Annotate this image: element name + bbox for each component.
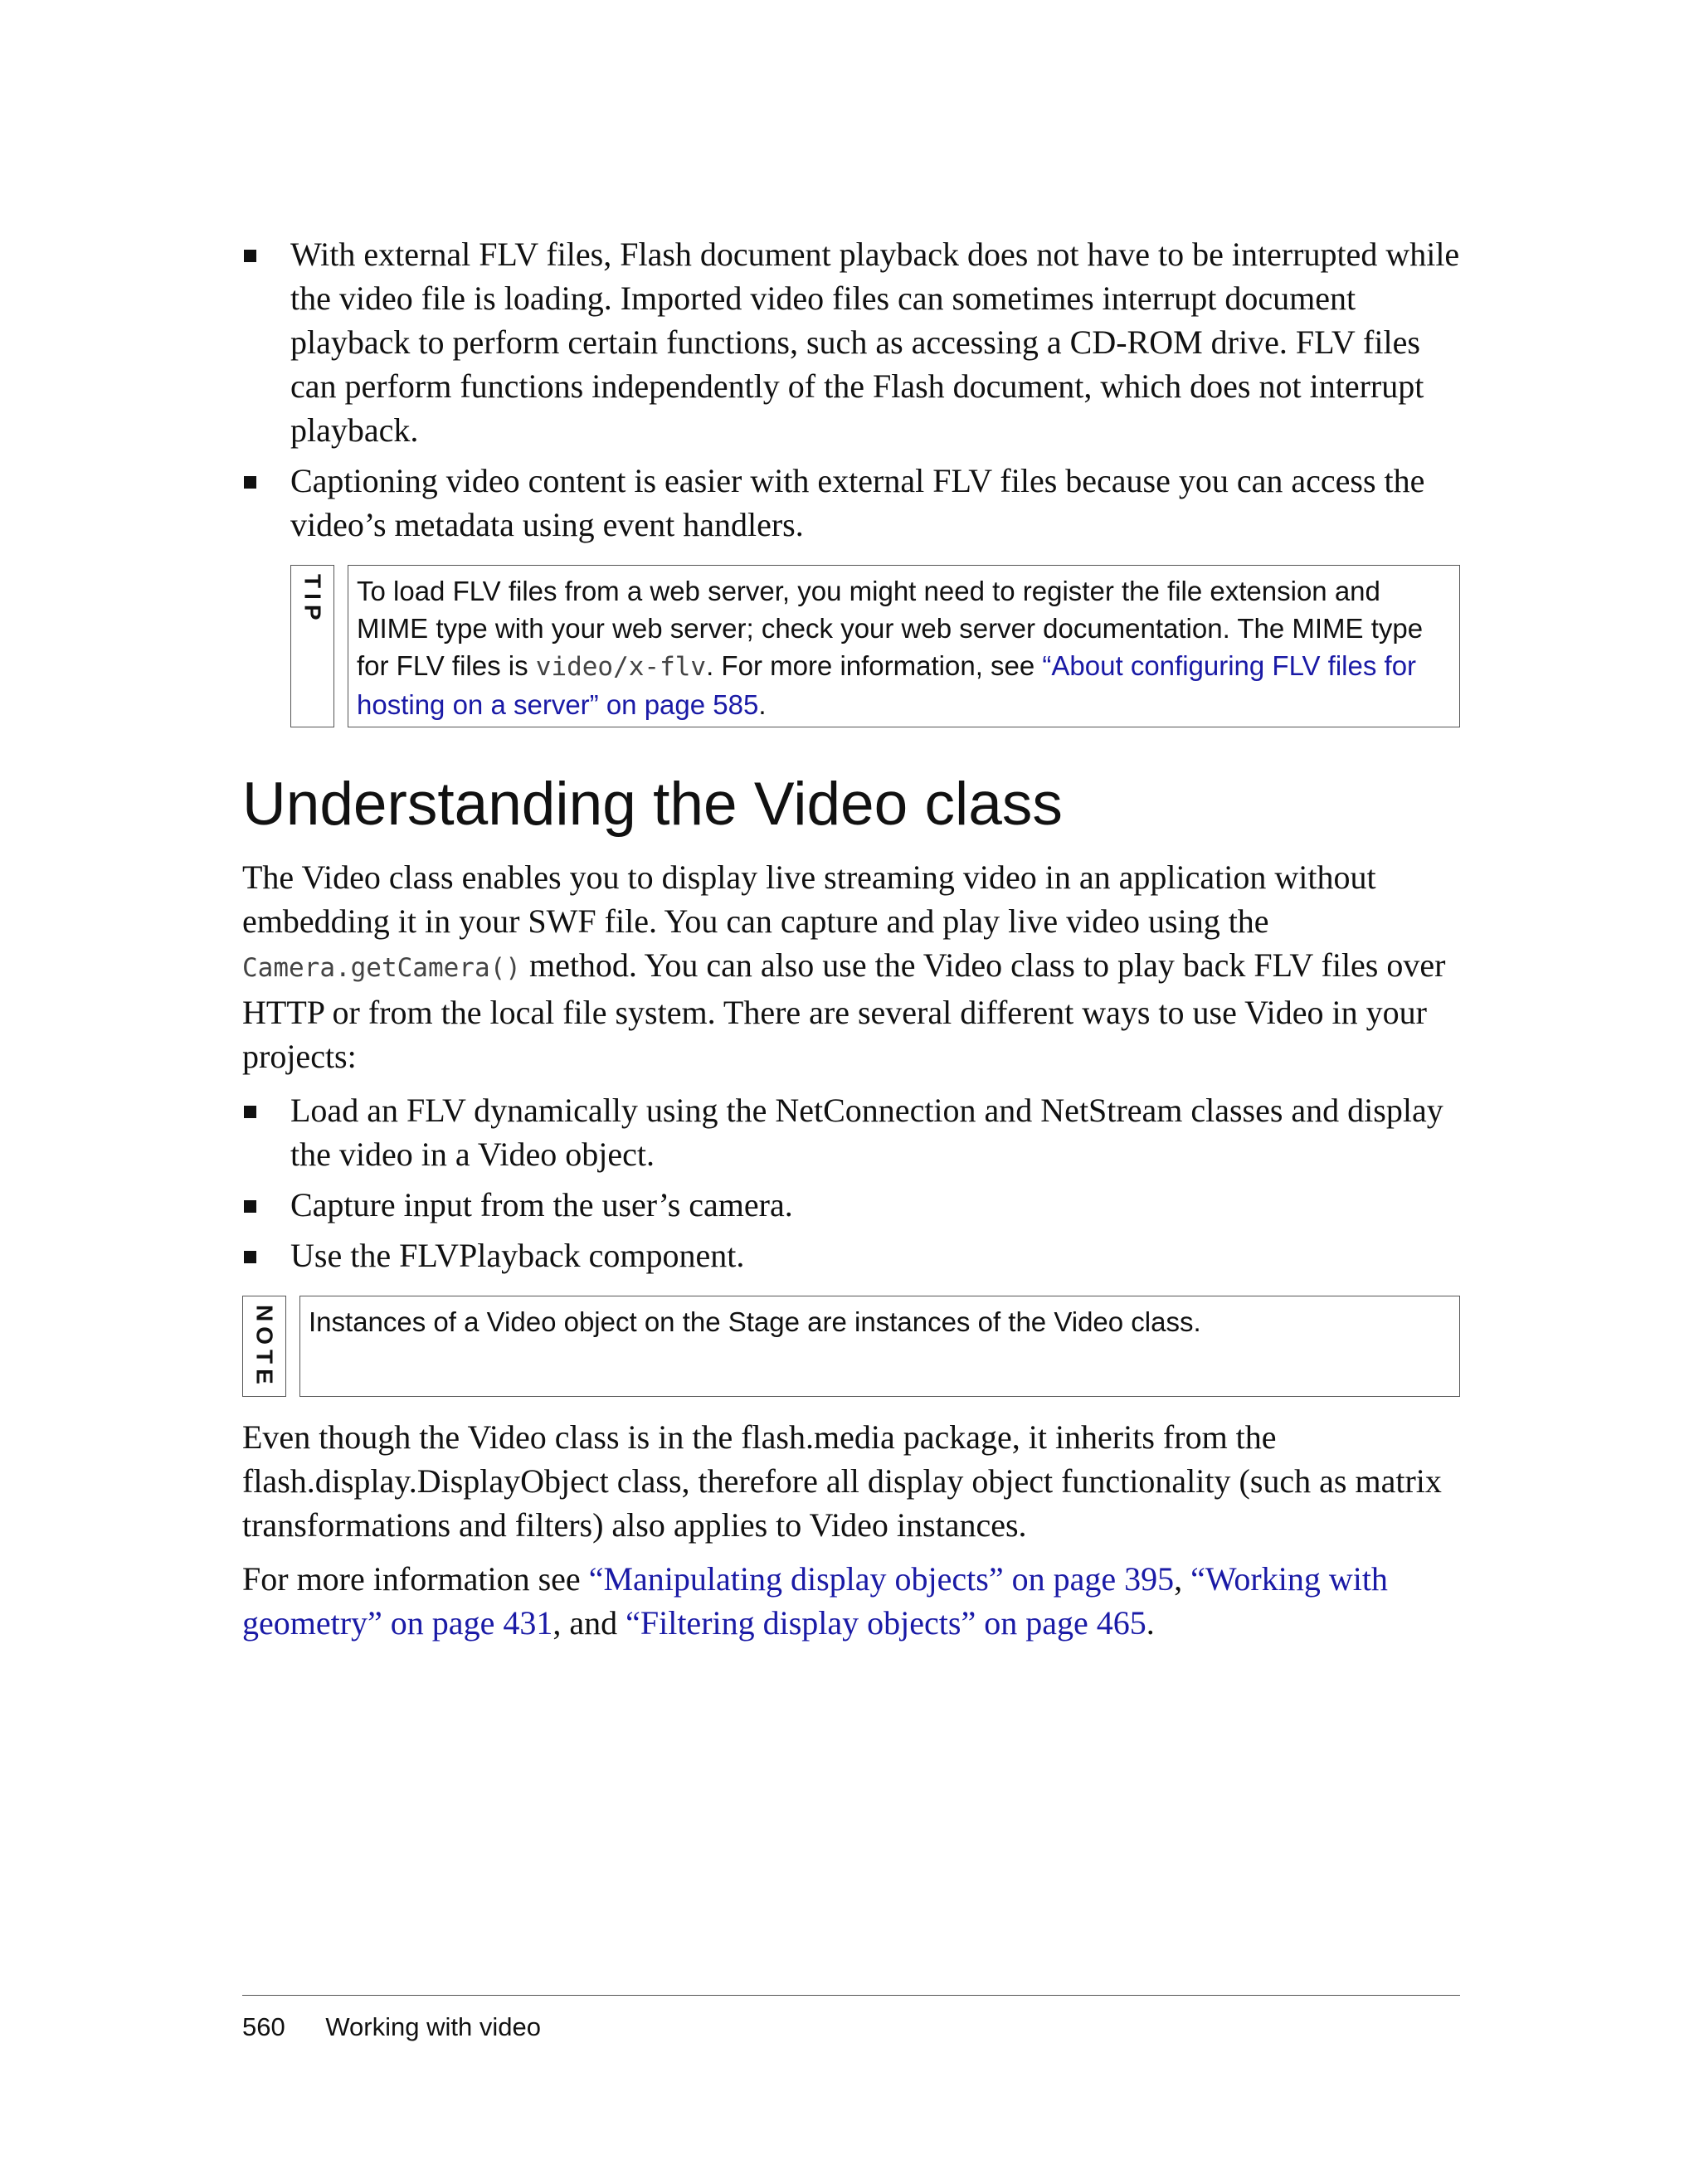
list-item — [242, 1233, 1460, 1277]
section-heading: Understanding the Video class — [242, 771, 1063, 838]
intro-code: Camera.getCamera() — [242, 953, 521, 983]
list-item-text: Use the FLVPlayback component. — [290, 1237, 745, 1274]
tip-label: TIP — [299, 574, 326, 625]
square-bullet-icon — [244, 1200, 256, 1213]
list-item — [242, 1183, 1460, 1227]
page-footer — [242, 1995, 1460, 2042]
note-tag — [242, 1296, 286, 1397]
list-item-text: Capture input from the user’s camera. — [290, 1186, 793, 1223]
square-bullet-icon — [244, 250, 256, 262]
square-bullet-icon — [244, 1251, 256, 1263]
tip-callout — [290, 565, 1460, 727]
link-working-with-geometry[interactable]: “Working with geometry” on page 431 — [242, 1560, 1388, 1642]
link-manipulating-display-objects[interactable]: “Manipulating display objects” on page 395 — [588, 1560, 1175, 1598]
page-content — [242, 232, 1460, 1655]
bullet-list-mid — [242, 1088, 1460, 1277]
intro-text-a: The Video class enables you to display live streaming video in an application without embedding it in your SWF file. You can capture and play live video using the — [242, 859, 1376, 940]
more-info-paragraph — [242, 1557, 1460, 1645]
more-sep-2: , and — [553, 1604, 626, 1642]
tip-link-flv-hosting[interactable]: “About configuring FLV files for hosting on a server” on page 585 — [357, 650, 1417, 720]
inherit-paragraph: Even though the Video class is in the flash.media package, it inherits from the flash.display.DisplayObject class, therefore all display object functionality (such as matrix transformations and filters) also applies to Video instances. — [242, 1418, 1442, 1544]
tip-text-b: . For more information, see — [706, 650, 1043, 681]
square-bullet-icon — [244, 476, 256, 489]
footer-section-title: Working with video — [325, 2012, 541, 2041]
tip-text-a: To load FLV files from a web server, you might need to register the file extension and MIME type with your web server; check your web server documentation. The MIME type for FLV files is — [357, 576, 1424, 681]
bullet-list-top — [242, 232, 1460, 547]
more-sep-1: , — [1174, 1560, 1191, 1598]
tip-code: video/x-flv — [535, 652, 707, 682]
list-item-text: With external FLV files, Flash document playback does not have to be interrupted while the video file is loading. Imported video files can sometimes interrupt document playback to perform certain functions, such as accessing a CD-ROM drive. FLV files can perform functions independently of the Flash document, which does not interrupt playback. — [290, 236, 1460, 449]
tip-text-c: . — [758, 689, 767, 720]
page-number: 560 — [242, 2012, 285, 2041]
note-body — [299, 1296, 1460, 1397]
tip-tag — [290, 565, 334, 727]
more-text-end: . — [1146, 1604, 1155, 1642]
more-text-a: For more information see — [242, 1560, 589, 1598]
intro-paragraph — [242, 855, 1460, 1078]
list-item — [242, 232, 1460, 452]
note-text: Instances of a Video object on the Stage are instances of the Video class. — [309, 1306, 1201, 1337]
note-label: NOTE — [251, 1305, 278, 1389]
list-item — [242, 1088, 1460, 1176]
link-filtering-display-objects[interactable]: “Filtering display objects” on page 465 — [626, 1604, 1146, 1642]
intro-text-b: method. You can also use the Video class to play back FLV files over HTTP or from the local file system. There are several different ways to use Video in your projects: — [242, 946, 1446, 1075]
note-callout — [242, 1296, 1460, 1397]
list-item-text: Load an FLV dynamically using the NetConnection and NetStream classes and display the video in a Video object. — [290, 1092, 1443, 1173]
list-item-text: Captioning video content is easier with external FLV files because you can access the video’s metadata using event handlers. — [290, 462, 1425, 543]
list-item — [242, 459, 1460, 547]
tip-body — [348, 565, 1460, 727]
square-bullet-icon — [244, 1106, 256, 1118]
